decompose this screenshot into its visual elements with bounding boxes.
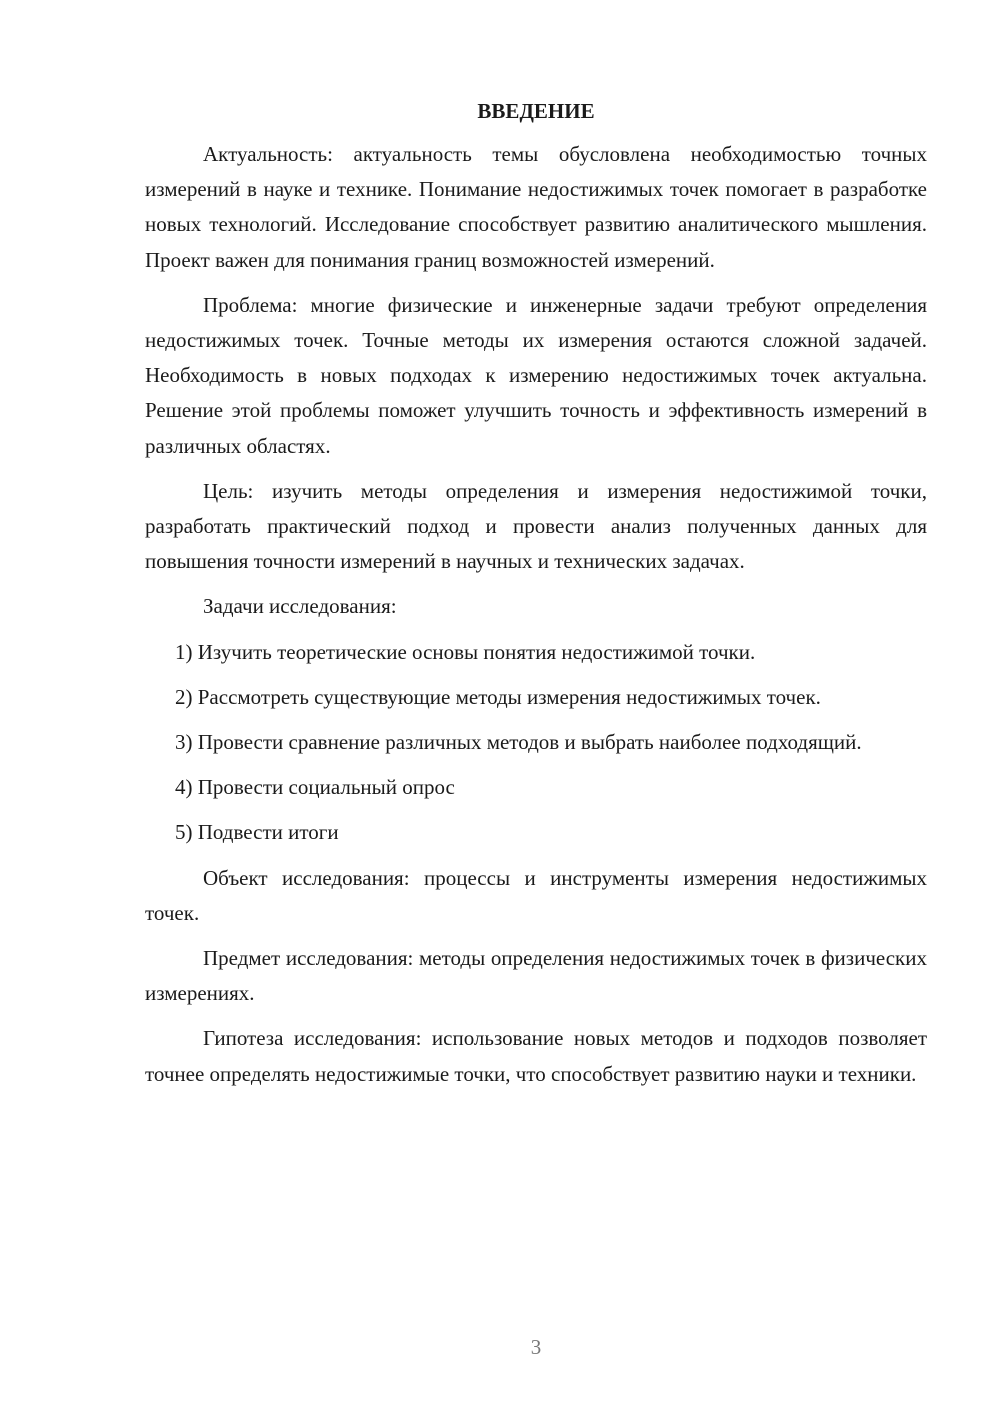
tasks-heading: Задачи исследования: — [203, 594, 397, 619]
page-content — [145, 95, 927, 1102]
page-number: 3 — [530, 1335, 542, 1359]
object-paragraph: Объект исследования: процессы и инструменты измерения недостижимых точек. — [145, 865, 927, 925]
problem-paragraph: Проблема: многие физические и инженерные задачи требуют определения недостижимых точек. Точные методы их измерения остаются сложной задачей. Необходимость в новых подходах к измерению недостижимых точек актуальна. Решение этой проблемы поможет улучшить точность и эффективность измерений в различных областях. — [145, 292, 927, 458]
task-item-2: 2) Рассмотреть существующие методы измерения недостижимых точек. — [175, 684, 821, 709]
task-item-1: 1) Изучить теоретические основы понятия недостижимой точки. — [175, 639, 756, 664]
task-item-4: 4) Провести социальный опрос — [175, 775, 455, 800]
section-title: ВВЕДЕНИЕ — [477, 99, 595, 123]
task-item-3: 3) Провести сравнение различных методов и выбрать наиболее подходящий. — [175, 730, 862, 755]
task-item-5: 5) Подвести итоги — [175, 820, 339, 845]
hypothesis-paragraph: Гипотеза исследования: использование новых методов и подходов позволяет точнее определять недостижимые точки, что способствует развитию науки и техники. — [145, 1026, 927, 1086]
goal-paragraph: Цель: изучить методы определения и измерения недостижимой точки, разработать практический подход и провести анализ полученных данных для повышения точности измерений в научных и технических задачах. — [145, 478, 927, 574]
relevance-paragraph: Актуальность: актуальность темы обусловлена необходимостью точных измерений в науке и технике. Понимание недостижимых точек помогает в разработке новых технологий. Исследование способствует развитию аналитического мышления. Проект важен для понимания границ возможностей измерений. — [145, 142, 927, 272]
subject-paragraph: Предмет исследования: методы определения недостижимых точек в физических измерениях. — [145, 946, 927, 1006]
